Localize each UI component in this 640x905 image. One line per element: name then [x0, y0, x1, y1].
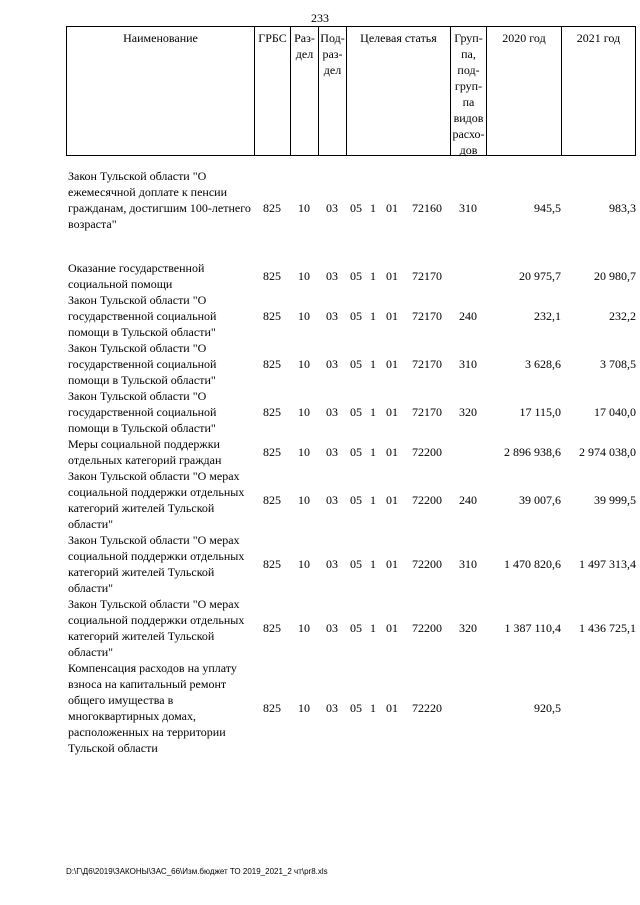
table-row — [66, 260, 636, 292]
cell-y2020: 920,5 — [534, 701, 561, 715]
cell-pr: 03 — [326, 357, 338, 371]
table-row — [66, 532, 636, 596]
cell-grbs: 825 — [263, 405, 281, 419]
cell-y2020: 945,5 — [534, 201, 561, 215]
cell-grbs: 825 — [263, 445, 281, 459]
cell-cs3: 01 — [386, 269, 398, 283]
cell-grbs: 825 — [263, 269, 281, 283]
row-name: Закон Тульской области "О ежемесячной доплате к пенсии гражданам, достигшим 100-летнего возраста" — [68, 169, 251, 231]
cell-y2020: 39 007,6 — [519, 493, 561, 507]
row-name: Оказание государственной социальной помощи — [68, 261, 205, 291]
cell-vr: 310 — [459, 557, 477, 571]
cell-rz: 10 — [298, 557, 310, 571]
cell-rz: 10 — [298, 357, 310, 371]
header-podrazdel: Под- раз- дел — [318, 27, 346, 155]
cell-vr — [450, 436, 486, 468]
cell-cs2: 1 — [370, 493, 376, 507]
cell-cs2: 1 — [370, 445, 376, 459]
header-target: Целевая статья — [346, 27, 450, 155]
table-header — [66, 26, 636, 156]
cell-pr: 03 — [326, 309, 338, 323]
cell-y2020: 1 470 820,6 — [504, 557, 561, 571]
cell-vr: 310 — [459, 357, 477, 371]
cell-pr: 03 — [326, 445, 338, 459]
cell-y2020: 232,1 — [534, 309, 561, 323]
cell-y2020: 1 387 110,4 — [504, 621, 561, 635]
table-row — [66, 468, 636, 532]
cell-cs3: 01 — [386, 201, 398, 215]
row-name: Закон Тульской области "О мерах социальной поддержки отдельных категорий жителей Тульской области" — [68, 469, 245, 531]
row-name: Меры социальной поддержки отдельных категорий граждан — [68, 437, 222, 467]
cell-cs2: 1 — [370, 405, 376, 419]
cell-vr: 320 — [459, 405, 477, 419]
cell-cs1: 05 — [350, 557, 362, 571]
cell-cs3: 01 — [386, 701, 398, 715]
header-2021: 2021 год — [561, 27, 636, 155]
cell-vr: 240 — [459, 493, 477, 507]
cell-rz: 10 — [298, 493, 310, 507]
cell-pr: 03 — [326, 405, 338, 419]
cell-vr — [450, 260, 486, 292]
cell-cs2: 1 — [370, 201, 376, 215]
cell-y2021: 1 497 313,4 — [579, 557, 636, 571]
header-name: Наименование — [66, 27, 254, 155]
cell-cs2: 1 — [370, 309, 376, 323]
cell-cs3: 01 — [386, 493, 398, 507]
cell-cs1: 05 — [350, 201, 362, 215]
row-name: Закон Тульской области "О государственной социальной помощи в Тульской области" — [68, 341, 217, 387]
cell-cs4: 72160 — [412, 201, 442, 215]
cell-cs3: 01 — [386, 405, 398, 419]
cell-grbs: 825 — [263, 557, 281, 571]
cell-y2020: 20 975,7 — [519, 269, 561, 283]
cell-grbs: 825 — [263, 701, 281, 715]
cell-pr: 03 — [326, 201, 338, 215]
header-razdel: Раз- дел — [290, 27, 318, 155]
table-body — [66, 168, 636, 756]
table-row — [66, 436, 636, 468]
cell-y2021: 17 040,0 — [594, 405, 636, 419]
row-name: Закон Тульской области "О государственной социальной помощи в Тульской области" — [68, 293, 217, 339]
cell-cs1: 05 — [350, 405, 362, 419]
cell-rz: 10 — [298, 309, 310, 323]
cell-y2021: 2 974 038,0 — [579, 445, 636, 459]
table-row — [66, 596, 636, 660]
cell-rz: 10 — [298, 269, 310, 283]
file-path: D:\Г\Д6\2019\ЗАКОНЫ\ЗАС_66\Изм.бюджет ТО 2019_2021_2 чт\pr8.xls — [66, 867, 328, 876]
cell-y2021: 20 980,7 — [594, 269, 636, 283]
cell-rz: 10 — [298, 701, 310, 715]
cell-cs4: 72200 — [412, 621, 442, 635]
cell-cs1: 05 — [350, 445, 362, 459]
cell-cs4: 72200 — [412, 493, 442, 507]
cell-y2021: 3 708,5 — [600, 357, 636, 371]
cell-pr: 03 — [326, 269, 338, 283]
cell-cs1: 05 — [350, 357, 362, 371]
cell-cs2: 1 — [370, 557, 376, 571]
cell-cs2: 1 — [370, 357, 376, 371]
cell-vr — [450, 660, 486, 756]
cell-y2020: 2 896 938,6 — [504, 445, 561, 459]
row-name: Компенсация расходов на уплату взноса на капитальный ремонт общего имущества в многоквартирных домах, расположенных на территории Тульской области — [68, 661, 237, 755]
cell-rz: 10 — [298, 445, 310, 459]
cell-cs4: 72220 — [412, 701, 442, 715]
header-group: Груп- па, под- груп- па видов расхо- дов — [450, 27, 486, 155]
cell-vr: 320 — [459, 621, 477, 635]
cell-pr: 03 — [326, 621, 338, 635]
table-row — [66, 660, 636, 756]
cell-cs1: 05 — [350, 621, 362, 635]
cell-cs3: 01 — [386, 445, 398, 459]
row-name: Закон Тульской области "О мерах социальной поддержки отдельных категорий жителей Тульской области" — [68, 533, 245, 595]
cell-cs3: 01 — [386, 309, 398, 323]
table-row — [66, 168, 636, 248]
cell-cs4: 72200 — [412, 557, 442, 571]
cell-y2021: 39 999,5 — [594, 493, 636, 507]
cell-grbs: 825 — [263, 493, 281, 507]
cell-grbs: 825 — [263, 621, 281, 635]
cell-cs3: 01 — [386, 621, 398, 635]
cell-y2020: 3 628,6 — [525, 357, 561, 371]
cell-cs1: 05 — [350, 269, 362, 283]
cell-y2021 — [561, 660, 636, 756]
cell-y2021: 983,3 — [609, 201, 636, 215]
cell-y2021: 1 436 725,1 — [579, 621, 636, 635]
cell-vr: 310 — [459, 201, 477, 215]
cell-cs4: 72170 — [412, 309, 442, 323]
cell-cs3: 01 — [386, 557, 398, 571]
cell-cs2: 1 — [370, 701, 376, 715]
cell-cs4: 72170 — [412, 269, 442, 283]
cell-cs1: 05 — [350, 701, 362, 715]
cell-cs2: 1 — [370, 621, 376, 635]
header-grbs: ГРБС — [254, 27, 290, 155]
cell-rz: 10 — [298, 201, 310, 215]
page-number: 233 — [311, 11, 329, 25]
cell-grbs: 825 — [263, 309, 281, 323]
cell-cs4: 72170 — [412, 405, 442, 419]
cell-pr: 03 — [326, 701, 338, 715]
table-row — [66, 340, 636, 388]
cell-y2021: 232,2 — [609, 309, 636, 323]
cell-pr: 03 — [326, 493, 338, 507]
cell-cs2: 1 — [370, 269, 376, 283]
cell-grbs: 825 — [263, 201, 281, 215]
cell-rz: 10 — [298, 405, 310, 419]
cell-cs4: 72170 — [412, 357, 442, 371]
table-row — [66, 388, 636, 436]
table-row — [66, 292, 636, 340]
cell-cs4: 72200 — [412, 445, 442, 459]
row-name: Закон Тульской области "О мерах социальной поддержки отдельных категорий жителей Тульской области" — [68, 597, 245, 659]
cell-grbs: 825 — [263, 357, 281, 371]
row-name: Закон Тульской области "О государственной социальной помощи в Тульской области" — [68, 389, 217, 435]
header-2020: 2020 год — [486, 27, 561, 155]
cell-vr: 240 — [459, 309, 477, 323]
cell-cs3: 01 — [386, 357, 398, 371]
cell-y2020: 17 115,0 — [519, 405, 561, 419]
cell-cs1: 05 — [350, 493, 362, 507]
cell-cs1: 05 — [350, 309, 362, 323]
cell-pr: 03 — [326, 557, 338, 571]
cell-rz: 10 — [298, 621, 310, 635]
